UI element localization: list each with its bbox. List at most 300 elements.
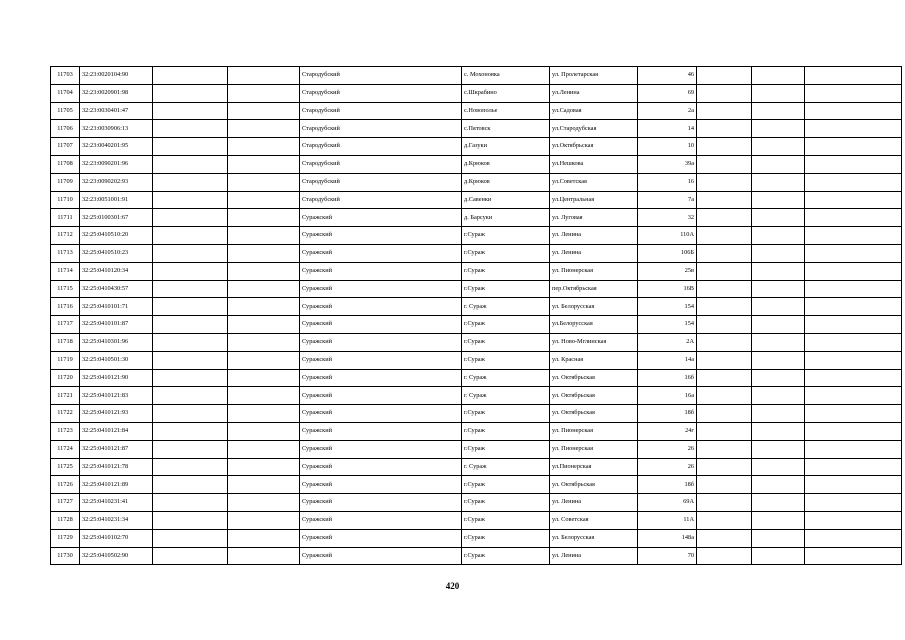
cell-locality: г.Сураж (462, 316, 550, 334)
cell-cadastral-number: 32:23:0030906:13 (80, 120, 153, 138)
cell-cadastral-number: 32:25:0410102:70 (80, 529, 153, 547)
cell-number: 11728 (51, 511, 80, 529)
cell-number: 11720 (51, 369, 80, 387)
cell-house: 32 (638, 209, 697, 227)
table-row (51, 138, 902, 156)
cell-empty (228, 333, 300, 351)
cell-empty (752, 458, 805, 476)
cell-district: Суражский (300, 280, 462, 298)
cell-house: 26 (638, 440, 697, 458)
cell-locality: г.Сураж (462, 405, 550, 423)
table-row (51, 422, 902, 440)
cell-locality: д.Савенки (462, 191, 550, 209)
cell-house: 154 (638, 298, 697, 316)
cell-street: ул. Ново-Мглинская (550, 333, 638, 351)
cell-empty (752, 494, 805, 512)
cell-locality: д.Крюков (462, 155, 550, 173)
cell-district: Суражский (300, 209, 462, 227)
cell-locality: г. Сураж (462, 298, 550, 316)
cell-empty (228, 458, 300, 476)
cell-cadastral-number: 32:25:0410121:93 (80, 405, 153, 423)
table-row (51, 440, 902, 458)
table-row (51, 333, 902, 351)
cell-district: Суражский (300, 476, 462, 494)
cell-cadastral-number: 32:25:0410502:90 (80, 547, 153, 565)
cell-number: 11715 (51, 280, 80, 298)
cell-cadastral-number: 32:25:0410121:89 (80, 476, 153, 494)
cell-house: 154 (638, 316, 697, 334)
cell-locality: г.Сураж (462, 227, 550, 245)
cell-empty (228, 511, 300, 529)
cell-empty (153, 351, 228, 369)
cell-empty (752, 120, 805, 138)
cell-locality: г.Сураж (462, 476, 550, 494)
cell-empty (752, 440, 805, 458)
cell-cadastral-number: 32:25:0410121:78 (80, 458, 153, 476)
cell-street: ул.Нешкова (550, 155, 638, 173)
cell-empty (153, 529, 228, 547)
cell-empty (228, 227, 300, 245)
cell-empty (228, 422, 300, 440)
cell-empty (752, 280, 805, 298)
table-row (51, 67, 902, 85)
cell-empty (752, 316, 805, 334)
cell-district: Суражский (300, 244, 462, 262)
cell-empty (697, 387, 752, 405)
cell-street: ул.Пионерская (550, 458, 638, 476)
cell-empty (697, 191, 752, 209)
cell-number: 11714 (51, 262, 80, 280)
cell-empty (805, 422, 902, 440)
page-number: 420 (445, 581, 460, 591)
cell-empty (805, 458, 902, 476)
cell-street: ул. Советская (550, 511, 638, 529)
cell-district: Стародубский (300, 155, 462, 173)
cell-district: Суражский (300, 333, 462, 351)
cell-locality: г. Сураж (462, 387, 550, 405)
cell-district: Суражский (300, 316, 462, 334)
cell-house: 25в (638, 262, 697, 280)
cell-district: Суражский (300, 351, 462, 369)
cell-empty (697, 138, 752, 156)
cell-cadastral-number: 32:25:0410120:34 (80, 262, 153, 280)
cell-empty (153, 209, 228, 227)
cell-house: 69 (638, 84, 697, 102)
cell-house: 11А (638, 511, 697, 529)
table-row (51, 155, 902, 173)
cell-empty (752, 244, 805, 262)
cell-empty (228, 120, 300, 138)
cell-district: Стародубский (300, 138, 462, 156)
table-row (51, 298, 902, 316)
cell-district: Суражский (300, 405, 462, 423)
cell-empty (697, 298, 752, 316)
cell-empty (752, 138, 805, 156)
cell-empty (805, 155, 902, 173)
cell-locality: г. Сураж (462, 369, 550, 387)
table-row (51, 120, 902, 138)
cell-empty (228, 298, 300, 316)
cell-empty (697, 369, 752, 387)
cell-locality: г.Сураж (462, 333, 550, 351)
cell-house: 106Б (638, 244, 697, 262)
cell-empty (228, 440, 300, 458)
cell-district: Суражский (300, 458, 462, 476)
cell-empty (697, 120, 752, 138)
cell-number: 11724 (51, 440, 80, 458)
cell-number: 11717 (51, 316, 80, 334)
cell-empty (153, 316, 228, 334)
cell-empty (752, 529, 805, 547)
cell-empty (805, 84, 902, 102)
cell-street: ул. Октябрьская (550, 405, 638, 423)
cell-empty (697, 316, 752, 334)
cell-house: 16а (638, 387, 697, 405)
table-row (51, 173, 902, 191)
cell-street: ул. Белорусская (550, 298, 638, 316)
cell-empty (697, 458, 752, 476)
cell-empty (805, 387, 902, 405)
cell-empty (228, 351, 300, 369)
cell-house: 69А (638, 494, 697, 512)
cell-cadastral-number: 32:25:0410430:57 (80, 280, 153, 298)
cell-street: ул. Пионерская (550, 422, 638, 440)
cell-empty (805, 333, 902, 351)
cell-empty (153, 262, 228, 280)
cell-locality: с.Новополье (462, 102, 550, 120)
cell-empty (153, 405, 228, 423)
cell-empty (752, 476, 805, 494)
cell-street: ул. Ленина (550, 547, 638, 565)
cell-street: ул. Луговая (550, 209, 638, 227)
cell-empty (228, 405, 300, 423)
cell-street: ул. Пролетарская (550, 67, 638, 85)
cell-empty (697, 67, 752, 85)
cell-empty (752, 511, 805, 529)
cell-district: Стародубский (300, 120, 462, 138)
cell-district: Суражский (300, 387, 462, 405)
table-row (51, 458, 902, 476)
cell-empty (752, 227, 805, 245)
cell-number: 11709 (51, 173, 80, 191)
cell-number: 11727 (51, 494, 80, 512)
cell-district: Стародубский (300, 102, 462, 120)
cell-locality: г.Сураж (462, 440, 550, 458)
cell-empty (153, 102, 228, 120)
cell-number: 11730 (51, 547, 80, 565)
cell-empty (805, 67, 902, 85)
table-row (51, 547, 902, 565)
cell-empty (805, 316, 902, 334)
cell-cadastral-number: 32:25:0410121:83 (80, 387, 153, 405)
cell-house: 26 (638, 458, 697, 476)
cell-number: 11713 (51, 244, 80, 262)
cell-empty (805, 191, 902, 209)
cell-number: 11721 (51, 387, 80, 405)
cell-district: Суражский (300, 369, 462, 387)
cell-empty (153, 387, 228, 405)
cell-empty (697, 422, 752, 440)
cell-empty (805, 138, 902, 156)
cell-house: 18б (638, 405, 697, 423)
cell-empty (228, 262, 300, 280)
cell-locality: г.Сураж (462, 511, 550, 529)
cell-number: 11706 (51, 120, 80, 138)
cell-empty (752, 369, 805, 387)
cell-empty (697, 102, 752, 120)
cell-locality: д. Барсуки (462, 209, 550, 227)
cell-empty (153, 191, 228, 209)
cell-district: Суражский (300, 422, 462, 440)
cell-cadastral-number: 32:25:0410231:41 (80, 494, 153, 512)
cell-district: Суражский (300, 511, 462, 529)
cell-district: Стародубский (300, 84, 462, 102)
cell-empty (697, 155, 752, 173)
table-row (51, 529, 902, 547)
cell-empty (752, 422, 805, 440)
cell-street: ул. Пионерская (550, 440, 638, 458)
cell-district: Суражский (300, 298, 462, 316)
cell-house: 16В (638, 280, 697, 298)
cell-empty (153, 155, 228, 173)
cell-empty (805, 405, 902, 423)
cell-house: 10 (638, 138, 697, 156)
cell-empty (228, 209, 300, 227)
cell-empty (228, 173, 300, 191)
cell-locality: г.Сураж (462, 494, 550, 512)
cell-number: 11712 (51, 227, 80, 245)
cell-empty (805, 440, 902, 458)
table-row (51, 102, 902, 120)
cell-empty (697, 511, 752, 529)
cell-empty (153, 369, 228, 387)
cell-empty (805, 280, 902, 298)
cell-empty (697, 547, 752, 565)
cell-number: 11718 (51, 333, 80, 351)
cell-cadastral-number: 32:23:0090201:96 (80, 155, 153, 173)
cell-cadastral-number: 32:25:0410101:71 (80, 298, 153, 316)
cell-empty (697, 209, 752, 227)
cell-empty (805, 209, 902, 227)
cell-locality: с.Шкрабино (462, 84, 550, 102)
table-row (51, 280, 902, 298)
cell-street: ул. Белорусская (550, 529, 638, 547)
cell-cadastral-number: 32:25:0410121:84 (80, 422, 153, 440)
cell-number: 11703 (51, 67, 80, 85)
cell-street: пер.Октябрьская (550, 280, 638, 298)
table-row (51, 369, 902, 387)
cell-empty (228, 280, 300, 298)
cell-empty (752, 298, 805, 316)
cell-empty (153, 494, 228, 512)
cell-house: 148а (638, 529, 697, 547)
cell-empty (697, 333, 752, 351)
cell-street: ул. Красная (550, 351, 638, 369)
table-row (51, 387, 902, 405)
cell-street: ул.Белорусская (550, 316, 638, 334)
cell-empty (228, 529, 300, 547)
cell-empty (228, 102, 300, 120)
cell-number: 11725 (51, 458, 80, 476)
cell-empty (805, 494, 902, 512)
cell-house: 2А (638, 333, 697, 351)
cell-cadastral-number: 32:25:0410121:87 (80, 440, 153, 458)
cell-locality: г.Сураж (462, 280, 550, 298)
table-row (51, 351, 902, 369)
cell-cadastral-number: 32:23:0090202:93 (80, 173, 153, 191)
cell-empty (153, 173, 228, 191)
cell-street: ул. Ленина (550, 244, 638, 262)
cell-empty (153, 280, 228, 298)
cell-empty (697, 405, 752, 423)
cell-empty (805, 351, 902, 369)
cell-number: 11716 (51, 298, 80, 316)
cell-number: 11722 (51, 405, 80, 423)
cell-house: 2а (638, 102, 697, 120)
cell-street: ул.Советская (550, 173, 638, 191)
table-row (51, 84, 902, 102)
cell-locality: г.Сураж (462, 422, 550, 440)
cell-empty (228, 84, 300, 102)
cell-empty (228, 369, 300, 387)
cell-cadastral-number: 32:25:0410231:34 (80, 511, 153, 529)
cell-empty (228, 138, 300, 156)
cell-street: ул. Октябрьская (550, 369, 638, 387)
cell-empty (228, 547, 300, 565)
cell-house: 14 (638, 120, 697, 138)
cell-empty (805, 102, 902, 120)
cell-empty (228, 476, 300, 494)
cell-empty (153, 84, 228, 102)
cell-street: ул.Садовая (550, 102, 638, 120)
cell-empty (752, 405, 805, 423)
cell-district: Суражский (300, 547, 462, 565)
cell-number: 11729 (51, 529, 80, 547)
cell-locality: г.Сураж (462, 529, 550, 547)
cell-street: ул.Ленина (550, 84, 638, 102)
cell-number: 11704 (51, 84, 80, 102)
cell-district: Стародубский (300, 67, 462, 85)
cell-cadastral-number: 32:25:0410510:23 (80, 244, 153, 262)
cell-empty (228, 316, 300, 334)
cell-district: Суражский (300, 262, 462, 280)
cell-number: 11719 (51, 351, 80, 369)
cell-empty (752, 155, 805, 173)
table-row (51, 209, 902, 227)
cell-empty (228, 244, 300, 262)
cell-empty (697, 529, 752, 547)
cell-street: ул. Октябрьская (550, 476, 638, 494)
cell-locality: г.Сураж (462, 351, 550, 369)
cell-street: ул.Стародубская (550, 120, 638, 138)
cell-empty (752, 173, 805, 191)
cell-empty (228, 191, 300, 209)
cell-empty (228, 387, 300, 405)
cell-street: ул. Пионерская (550, 262, 638, 280)
cell-empty (153, 511, 228, 529)
cell-empty (153, 244, 228, 262)
cell-house: 14а (638, 351, 697, 369)
cell-empty (153, 547, 228, 565)
cell-cadastral-number: 32:25:0410101:87 (80, 316, 153, 334)
cell-house: 24г (638, 422, 697, 440)
cell-street: ул. Октябрьская (550, 387, 638, 405)
cell-empty (153, 298, 228, 316)
cell-empty (153, 138, 228, 156)
cell-empty (805, 547, 902, 565)
cell-empty (805, 120, 902, 138)
cell-empty (752, 209, 805, 227)
cell-house: 110А (638, 227, 697, 245)
table-row (51, 316, 902, 334)
cell-empty (805, 227, 902, 245)
cell-cadastral-number: 32:23:0030401:47 (80, 102, 153, 120)
cell-locality: г.Сураж (462, 244, 550, 262)
cell-house: 16б (638, 369, 697, 387)
cell-empty (153, 67, 228, 85)
cell-street: ул. Ленина (550, 494, 638, 512)
cell-empty (752, 387, 805, 405)
cell-empty (153, 458, 228, 476)
cell-house: 7а (638, 191, 697, 209)
cell-empty (805, 262, 902, 280)
table-row (51, 476, 902, 494)
cell-district: Стародубский (300, 191, 462, 209)
cell-number: 11705 (51, 102, 80, 120)
register-table (50, 66, 902, 565)
table-row (51, 511, 902, 529)
cell-empty (697, 476, 752, 494)
cell-empty (752, 547, 805, 565)
cell-empty (697, 84, 752, 102)
cell-district: Суражский (300, 227, 462, 245)
cell-number: 11723 (51, 422, 80, 440)
cell-empty (697, 227, 752, 245)
cell-house: 18б (638, 476, 697, 494)
cell-empty (805, 298, 902, 316)
cell-district: Суражский (300, 529, 462, 547)
table-row (51, 262, 902, 280)
cell-number: 11707 (51, 138, 80, 156)
cell-empty (153, 120, 228, 138)
table-row (51, 227, 902, 245)
cell-empty (697, 351, 752, 369)
cell-number: 11708 (51, 155, 80, 173)
cell-empty (697, 173, 752, 191)
cell-empty (752, 333, 805, 351)
cell-number: 11726 (51, 476, 80, 494)
cell-cadastral-number: 32:25:0410501:30 (80, 351, 153, 369)
cell-district: Суражский (300, 494, 462, 512)
cell-locality: г.Сураж (462, 262, 550, 280)
cell-empty (228, 155, 300, 173)
cell-empty (752, 351, 805, 369)
table-row (51, 405, 902, 423)
cell-empty (805, 476, 902, 494)
cell-cadastral-number: 32:25:0100301:67 (80, 209, 153, 227)
cell-empty (805, 511, 902, 529)
cell-number: 11710 (51, 191, 80, 209)
cell-empty (697, 494, 752, 512)
cell-empty (153, 476, 228, 494)
cell-empty (228, 67, 300, 85)
cell-empty (752, 67, 805, 85)
cell-cadastral-number: 32:23:0051001:91 (80, 191, 153, 209)
cell-number: 11711 (51, 209, 80, 227)
cell-house: 39а (638, 155, 697, 173)
cell-empty (697, 280, 752, 298)
cell-district: Суражский (300, 440, 462, 458)
